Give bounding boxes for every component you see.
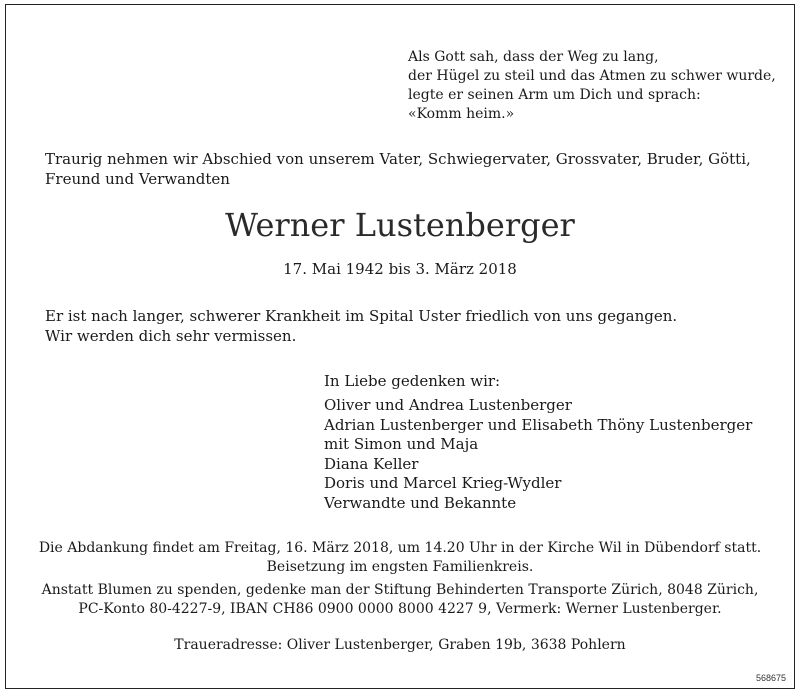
poem-line: der Hügel zu steil und das Atmen zu schwer wurde, — [408, 68, 776, 84]
mourner-entry: mit Simon und Maja — [324, 435, 479, 453]
mourner-entry: Diana Keller — [324, 454, 419, 473]
service-info — [6, 539, 794, 576]
message-line: Er ist nach langer, schwerer Krankheit im Spital Uster friedlich von uns gegangen. — [45, 307, 678, 325]
mourner-entry: Verwandte und Bekannte — [324, 493, 517, 512]
poem-line: «Komm heim.» — [408, 106, 515, 122]
intro-text: Traurig nehmen wir Abschied von unserem Vater, Schwiegervater, Grossvater, Bruder, Götti, Freund und Verwandten — [45, 150, 751, 188]
mourners-heading: In Liebe gedenken wir: — [324, 372, 501, 390]
poem — [408, 48, 776, 124]
poem-line: legte er seinen Arm um Dich und sprach: — [408, 87, 701, 103]
mourning-address: Traueradresse: Oliver Lustenberger, Graben 19b, 3638 Pohlern — [174, 637, 626, 653]
ad-id: 568675 — [755, 673, 786, 683]
mourner-entry: Oliver und Andrea Lustenberger — [324, 396, 572, 414]
message-line: Wir werden dich sehr vermissen. — [45, 327, 297, 345]
mourner-entry: Doris und Marcel Krieg-Wydler — [324, 474, 562, 492]
mourners-list — [324, 396, 752, 513]
obituary-notice — [5, 4, 795, 689]
service-line: Die Abdankung findet am Freitag, 16. März 2018, um 14.20 Uhr in der Kirche Wil in Dübendorf statt. — [38, 540, 762, 556]
life-dates: 17. Mai 1942 bis 3. März 2018 — [283, 260, 517, 278]
donation-info — [6, 581, 794, 618]
donation-line: PC-Konto 80-4227-9, IBAN CH86 0900 0000 8000 4227 9, Vermerk: Werner Lustenberger. — [78, 600, 722, 617]
donation-line: Anstatt Blumen zu spenden, gedenke man der Stiftung Behinderten Transporte Zürich, 8048 Zürich, — [41, 582, 759, 598]
mourner-entry: Adrian Lustenberger und Elisabeth Thöny Lustenberger — [324, 415, 753, 434]
deceased-name: Werner Lustenberger — [225, 206, 575, 244]
service-line: Beisetzung im engsten Familienkreis. — [266, 558, 534, 575]
message — [45, 306, 677, 346]
poem-line: Als Gott sah, dass der Weg zu lang, — [408, 49, 659, 65]
